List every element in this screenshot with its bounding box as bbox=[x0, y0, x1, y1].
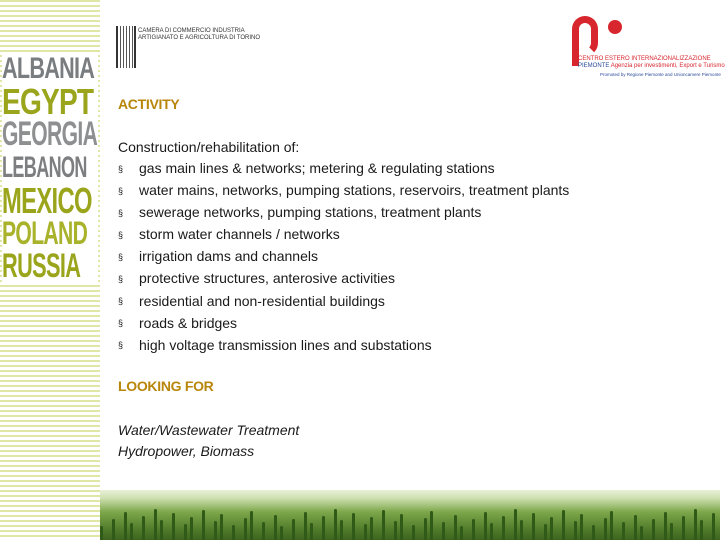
plant-blade bbox=[454, 515, 457, 540]
activity-heading: ACTIVITY bbox=[118, 96, 180, 112]
country-list bbox=[2, 52, 98, 283]
list-item: § gas main lines & networks; metering & regulating stations bbox=[118, 158, 708, 180]
plant-blade bbox=[232, 525, 235, 540]
p-letter-icon bbox=[572, 16, 598, 56]
plant-blade bbox=[472, 519, 475, 540]
corn-field-image bbox=[100, 490, 720, 540]
ceip-logo bbox=[570, 14, 725, 84]
ceip-name bbox=[578, 56, 725, 70]
plant-blade bbox=[160, 520, 163, 540]
country-mexico: MEXICO bbox=[2, 180, 92, 221]
plant-blade bbox=[532, 513, 535, 540]
plant-blade bbox=[490, 523, 493, 540]
list-item: § water mains, networks, pumping stations, reservoirs, treatment plants bbox=[118, 180, 708, 202]
plant-blade bbox=[664, 512, 667, 540]
globe-icon bbox=[608, 20, 622, 34]
plant-blade bbox=[550, 517, 553, 540]
list-item: § protective structures, anterosive activities bbox=[118, 268, 708, 290]
plant-blade bbox=[652, 519, 655, 540]
plant-blade bbox=[214, 521, 217, 540]
plant-blade bbox=[634, 515, 637, 540]
list-item: § high voltage transmission lines and substations bbox=[118, 335, 708, 357]
plant-blade bbox=[322, 516, 325, 540]
plant-blade bbox=[544, 524, 547, 540]
plant-blade bbox=[304, 512, 307, 540]
activity-list bbox=[118, 158, 708, 357]
looking-for-line1: Water/Wastewater Treatment bbox=[118, 421, 300, 438]
bullet-icon: § bbox=[118, 296, 124, 307]
plant-blade bbox=[430, 511, 433, 540]
plant-blade bbox=[130, 523, 133, 540]
plant-blade bbox=[640, 526, 643, 540]
plant-blade bbox=[124, 512, 127, 540]
plant-blade bbox=[442, 522, 445, 540]
plant-blade bbox=[502, 516, 505, 540]
country-albania: ALBANIA bbox=[2, 52, 95, 85]
plant-blade bbox=[394, 521, 397, 540]
ceip-line1: CENTRO ESTERO INTERNAZIONALIZZAZIONE bbox=[578, 56, 711, 62]
plant-blade bbox=[310, 523, 313, 540]
plant-blade bbox=[400, 514, 403, 540]
plant-blade bbox=[682, 516, 685, 540]
bullet-icon: § bbox=[118, 185, 124, 196]
plant-blade bbox=[172, 513, 175, 540]
plant-blade bbox=[694, 509, 697, 540]
bullet-icon: § bbox=[118, 318, 124, 329]
country-russia: RUSSIA bbox=[2, 247, 81, 285]
plant-blade bbox=[154, 509, 157, 540]
list-item: § sewerage networks, pumping stations, treatment plants bbox=[118, 202, 708, 224]
plant-blade bbox=[574, 521, 577, 540]
chamber-logo-text: CAMERA DI COMMERCIO INDUSTRIA ARTIGIANATO E AGRICOLTURA DI TORINO bbox=[138, 28, 261, 41]
country-egypt: EGYPT bbox=[2, 81, 94, 122]
plant-blade bbox=[280, 526, 283, 540]
plant-blade bbox=[262, 522, 265, 540]
bullet-icon: § bbox=[118, 163, 124, 174]
plant-blade bbox=[112, 519, 115, 540]
list-item: § irrigation dams and channels bbox=[118, 246, 708, 268]
plant-blade bbox=[604, 518, 607, 540]
plant-blade bbox=[670, 523, 673, 540]
plant-blade bbox=[484, 512, 487, 540]
plant-blade bbox=[700, 520, 703, 540]
plant-blade bbox=[592, 525, 595, 540]
country-georgia: GEORGIA bbox=[2, 115, 98, 153]
plant-blade bbox=[274, 515, 277, 540]
bullet-icon: § bbox=[118, 207, 124, 218]
plant-blade bbox=[340, 520, 343, 540]
mole-antonelliana-icon bbox=[116, 26, 136, 68]
plant-blade bbox=[460, 526, 463, 540]
bullet-icon: § bbox=[118, 229, 124, 240]
ceip-tagline: Promoted by Regione Piemonte and Unioncamere Piemonte bbox=[600, 72, 721, 77]
country-poland: POLAND bbox=[2, 215, 88, 251]
looking-for-text bbox=[118, 420, 708, 462]
plant-blade bbox=[202, 510, 205, 540]
plant-blade bbox=[382, 510, 385, 540]
plant-blade bbox=[610, 511, 613, 540]
plant-blade bbox=[244, 518, 247, 540]
plant-blade bbox=[184, 524, 187, 540]
plant-blade bbox=[520, 520, 523, 540]
plant-blade bbox=[562, 510, 565, 540]
plant-blade bbox=[514, 509, 517, 540]
ceip-line2: Agenzia per investimenti, Export e Turismo bbox=[610, 63, 725, 69]
list-item: § residential and non-residential buildings bbox=[118, 291, 708, 313]
looking-for-line2: Hydropower, Biomass bbox=[118, 442, 255, 459]
plant-blade bbox=[370, 517, 373, 540]
plant-blade bbox=[292, 519, 295, 540]
chamber-of-commerce-logo bbox=[116, 26, 266, 70]
list-item: § roads & bridges bbox=[118, 313, 708, 335]
list-item: § storm water channels / networks bbox=[118, 224, 708, 246]
plant-blade bbox=[142, 516, 145, 540]
plant-blade bbox=[364, 524, 367, 540]
plant-blade bbox=[190, 517, 193, 540]
plant-blade bbox=[352, 513, 355, 540]
bullet-icon: § bbox=[118, 340, 124, 351]
plant-blade bbox=[250, 511, 253, 540]
looking-for-heading: LOOKING FOR bbox=[118, 377, 214, 394]
bullet-icon: § bbox=[118, 251, 124, 262]
ceip-brand: PIEMONTE bbox=[578, 63, 610, 69]
plant-blade bbox=[334, 509, 337, 540]
slide-content bbox=[118, 95, 708, 462]
plant-blade bbox=[580, 514, 583, 540]
plant-blade bbox=[100, 526, 103, 540]
plant-blade bbox=[412, 525, 415, 540]
plant-blade bbox=[712, 513, 715, 540]
bullet-icon: § bbox=[118, 273, 124, 284]
plant-blade bbox=[622, 522, 625, 540]
plant-blade bbox=[220, 514, 223, 540]
activity-intro: Construction/rehabilitation of: bbox=[118, 139, 300, 155]
plant-blade bbox=[424, 518, 427, 540]
country-lebanon: LEBANON bbox=[2, 151, 87, 184]
